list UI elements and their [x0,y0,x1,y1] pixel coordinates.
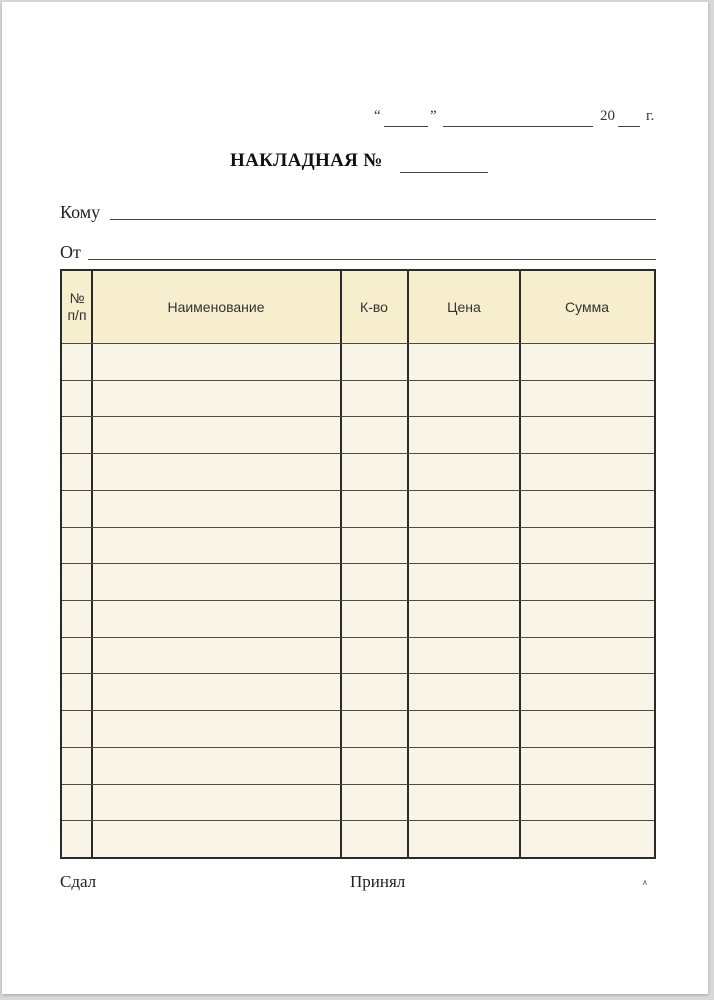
header-qty-label: К-во [360,298,388,315]
date-year-suffix: г. [646,108,655,124]
date-day-blank [384,126,428,127]
table-row [62,453,654,454]
header-sum-label: Сумма [565,298,609,315]
date-year-prefix: 20 [600,108,615,124]
header-price [408,271,520,343]
date-close-quote: ” [430,108,437,124]
table-row [62,527,654,528]
table-row [62,416,654,417]
table-row [62,673,654,674]
accepted-label: Принял [350,872,406,891]
table-row [62,600,654,601]
header-qty [340,271,408,343]
date-year-blank [618,126,640,127]
to-label: Кому [60,202,101,222]
header-num-line2: п/п [67,307,87,323]
date-month-blank [443,126,593,127]
table-row [62,563,654,564]
header-name-label: Наименование [167,298,265,315]
header-num-line1: № [69,290,85,306]
document-title: НАКЛАДНАЯ № [230,150,383,171]
header-sum [520,271,654,343]
to-field-line [110,219,656,220]
document-sheet [2,2,708,994]
table-row [62,820,654,821]
header-num [62,271,92,343]
header-name [92,271,340,343]
from-field-line [88,259,656,260]
table-row [62,784,654,785]
header-price-label: Цена [447,298,481,315]
table-row [62,710,654,711]
corner-mark: ∧ [642,878,648,887]
items-table [60,269,656,859]
table-row [62,380,654,381]
handed-over-label: Сдал [60,872,97,891]
invoice-number-blank [400,172,488,173]
from-label: От [60,242,81,262]
date-open-quote: “ [374,108,381,124]
table-row [62,490,654,491]
table-row [62,637,654,638]
table-row [62,747,654,748]
table-row [62,343,654,344]
